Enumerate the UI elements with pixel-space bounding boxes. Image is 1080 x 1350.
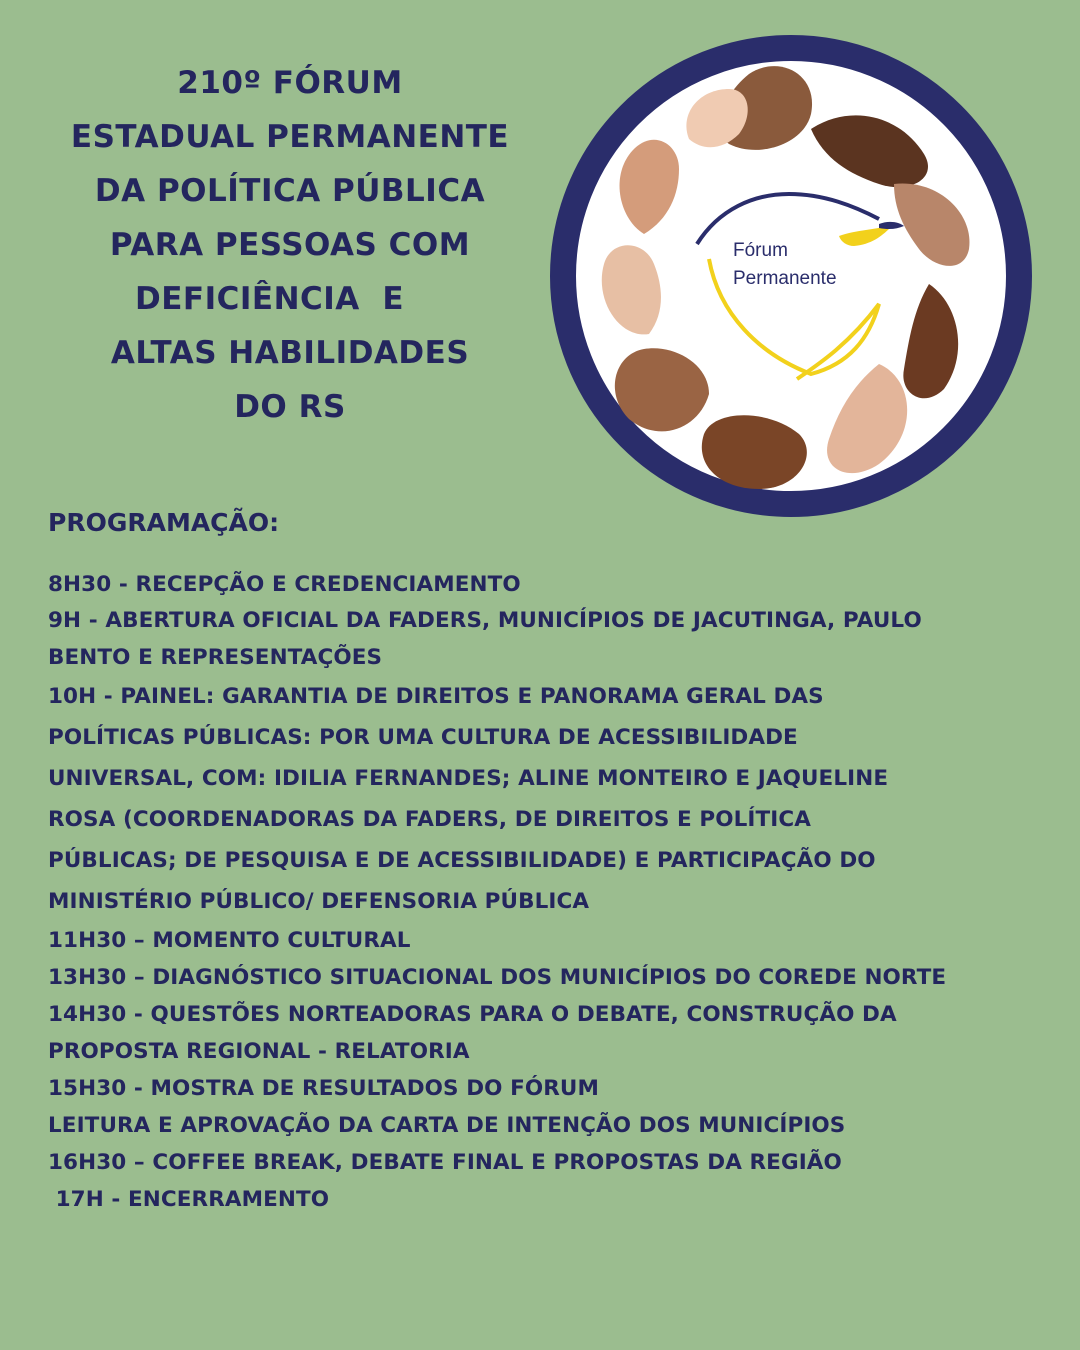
- title-line: DO RS: [234, 389, 346, 425]
- schedule-line: 13H30 – DIAGNÓSTICO SITUACIONAL DOS MUNICÍPIOS DO COREDE NORTE: [48, 965, 947, 990]
- schedule-line: LEITURA E APROVAÇÃO DA CARTA DE INTENÇÃO DOS MUNICÍPIOS: [48, 1113, 846, 1138]
- schedule-list: [48, 568, 1048, 1218]
- programacao-heading: PROGRAMAÇÃO:: [48, 508, 280, 537]
- schedule-line: 10H - PAINEL: GARANTIA DE DIREITOS E PANORAMA GERAL DAS: [48, 684, 824, 709]
- logo-text-line2: Permanente: [733, 268, 837, 289]
- title-line: ESTADUAL PERMANENTE: [70, 119, 510, 155]
- schedule-line: 11H30 – MOMENTO CULTURAL: [48, 928, 411, 953]
- schedule-line: UNIVERSAL, COM: IDILIA FERNANDES; ALINE MONTEIRO E JAQUELINE: [48, 766, 889, 791]
- event-title: [40, 56, 540, 434]
- schedule-line: BENTO E REPRESENTAÇÕES: [48, 645, 383, 670]
- title-line: DA POLÍTICA PÚBLICA: [94, 173, 486, 209]
- schedule-line: 16H30 – COFFEE BREAK, DEBATE FINAL E PROPOSTAS DA REGIÃO: [48, 1150, 842, 1175]
- schedule-line: ROSA (COORDENADORAS DA FADERS, DE DIREITOS E POLÍTICA: [48, 807, 811, 832]
- schedule-line: PROPOSTA REGIONAL - RELATORIA: [48, 1039, 470, 1064]
- title-line: ALTAS HABILIDADES: [110, 335, 470, 371]
- logo-text-line1: Fórum: [733, 240, 788, 261]
- schedule-line: POLÍTICAS PÚBLICAS: POR UMA CULTURA DE ACESSIBILIDADE: [48, 725, 798, 750]
- title-line: DEFICIÊNCIA E: [135, 281, 405, 317]
- schedule-line: 17H - ENCERRAMENTO: [48, 1187, 330, 1212]
- hands-circle-logo: [549, 34, 1033, 518]
- schedule-line: 15H30 - MOSTRA DE RESULTADOS DO FÓRUM: [48, 1076, 599, 1101]
- schedule-line: PÚBLICAS; DE PESQUISA E DE ACESSIBILIDADE) E PARTICIPAÇÃO DO: [48, 848, 876, 873]
- schedule-line: MINISTÉRIO PÚBLICO/ DEFENSORIA PÚBLICA: [48, 889, 590, 914]
- title-line: 210º FÓRUM: [177, 65, 403, 101]
- title-line: PARA PESSOAS COM: [109, 227, 471, 263]
- schedule-line: 9H - ABERTURA OFICIAL DA FADERS, MUNICÍPIOS DE JACUTINGA, PAULO: [48, 608, 922, 633]
- schedule-line: 14H30 - QUESTÕES NORTEADORAS PARA O DEBATE, CONSTRUÇÃO DA: [48, 1002, 897, 1027]
- forum-logo: [549, 34, 1033, 518]
- schedule-line: 8H30 - RECEPÇÃO E CREDENCIAMENTO: [48, 572, 521, 597]
